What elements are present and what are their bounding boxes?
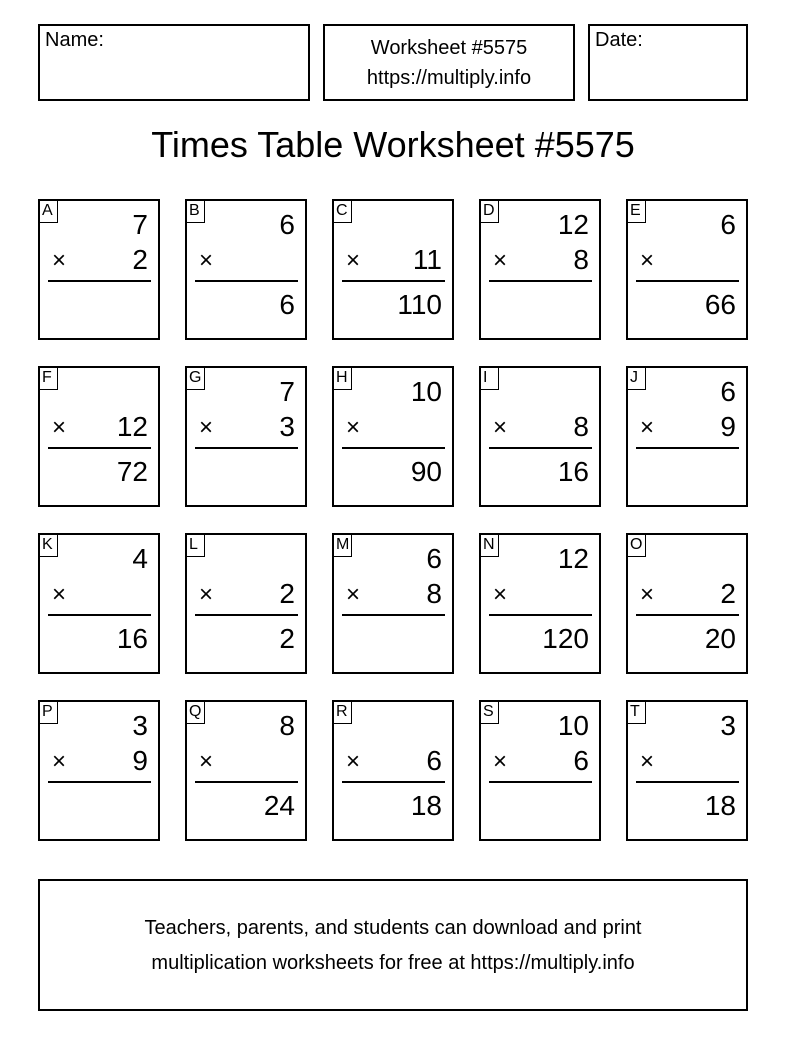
answer-number: 110: [397, 289, 442, 320]
worksheet-id-box: [323, 24, 575, 101]
problem-letter: S: [481, 702, 499, 724]
footer-box: [38, 879, 748, 1011]
answer-line: [195, 280, 298, 282]
problem-letter: Q: [187, 702, 205, 724]
problem-card: [38, 700, 160, 841]
answer-line: [48, 614, 151, 616]
answer-number: 20: [704, 623, 736, 654]
problem-letter: C: [334, 201, 352, 223]
answer-line: [48, 447, 151, 449]
problem-card: [626, 199, 748, 340]
times-sign: ×: [199, 748, 214, 775]
problem-card: [38, 199, 160, 340]
answer-number: 16: [116, 623, 148, 654]
problem-card: [38, 533, 160, 674]
problem-card: [185, 700, 307, 841]
answer-line: [636, 781, 739, 783]
problem-letter: N: [481, 535, 499, 557]
problem-letter: B: [187, 201, 205, 223]
problem-card: [626, 700, 748, 841]
footer-line-1: Teachers, parents, and students can download and print: [144, 917, 642, 939]
times-sign: ×: [493, 414, 508, 441]
answer-line: [48, 781, 151, 783]
times-sign: ×: [199, 247, 214, 274]
times-sign: ×: [346, 247, 361, 274]
problem-card: [479, 366, 601, 507]
name-label: Name:: [45, 29, 104, 51]
answer-line: [342, 447, 445, 449]
problem-letter: D: [481, 201, 499, 223]
answer-line: [342, 614, 445, 616]
answer-line: [489, 781, 592, 783]
answer-number: 24: [263, 790, 295, 821]
answer-line: [342, 280, 445, 282]
top-number: 6: [720, 376, 736, 407]
problem-letter: O: [628, 535, 646, 557]
top-number: 3: [720, 710, 736, 741]
problem-card: [185, 533, 307, 674]
answer-line: [636, 447, 739, 449]
problem-letter: F: [40, 368, 58, 390]
problem-letter: L: [187, 535, 205, 557]
top-number: 8: [279, 710, 295, 741]
multiplier-number: 9: [132, 745, 148, 776]
top-number: 6: [426, 543, 442, 574]
times-sign: ×: [52, 748, 67, 775]
date-label: Date:: [595, 29, 643, 51]
top-number: 12: [557, 209, 589, 240]
times-sign: ×: [640, 247, 655, 274]
answer-line: [195, 447, 298, 449]
problem-card: [479, 533, 601, 674]
times-sign: ×: [346, 414, 361, 441]
multiplier-number: 6: [573, 745, 589, 776]
answer-line: [48, 280, 151, 282]
problem-card: [479, 199, 601, 340]
multiplier-number: 8: [573, 411, 589, 442]
problem-letter: I: [481, 368, 499, 390]
times-sign: ×: [199, 581, 214, 608]
answer-line: [489, 280, 592, 282]
top-number: 6: [279, 209, 295, 240]
top-number: 10: [557, 710, 589, 741]
answer-number: 18: [410, 790, 442, 821]
answer-line: [489, 614, 592, 616]
problem-card: [332, 199, 454, 340]
times-sign: ×: [640, 748, 655, 775]
top-number: 7: [279, 376, 295, 407]
site-url: https://multiply.info: [366, 67, 532, 89]
times-sign: ×: [52, 247, 67, 274]
top-number: 6: [720, 209, 736, 240]
times-sign: ×: [199, 414, 214, 441]
problem-letter: J: [628, 368, 646, 390]
problem-letter: A: [40, 201, 58, 223]
answer-line: [195, 781, 298, 783]
problem-card: [332, 366, 454, 507]
answer-number: 18: [704, 790, 736, 821]
page-title: Times Table Worksheet #5575: [151, 124, 635, 165]
problem-card: [332, 533, 454, 674]
multiplier-number: 3: [279, 411, 295, 442]
problem-card: [38, 366, 160, 507]
answer-line: [195, 614, 298, 616]
times-sign: ×: [493, 247, 508, 274]
multiplier-number: 6: [426, 745, 442, 776]
answer-line: [636, 614, 739, 616]
problem-letter: G: [187, 368, 205, 390]
multiplier-number: 8: [573, 244, 589, 275]
times-sign: ×: [640, 414, 655, 441]
times-sign: ×: [640, 581, 655, 608]
top-number: 12: [557, 543, 589, 574]
top-number: 3: [132, 710, 148, 741]
answer-number: 66: [704, 289, 736, 320]
times-sign: ×: [493, 581, 508, 608]
answer-number: 120: [542, 623, 589, 654]
problem-card: [332, 700, 454, 841]
name-box[interactable]: [38, 24, 310, 101]
multiplier-number: 8: [426, 578, 442, 609]
problem-letter: H: [334, 368, 352, 390]
answer-number: 16: [557, 456, 589, 487]
problem-letter: T: [628, 702, 646, 724]
multiplier-number: 9: [720, 411, 736, 442]
problem-letter: P: [40, 702, 58, 724]
problem-letter: K: [40, 535, 58, 557]
answer-number: 72: [116, 456, 148, 487]
answer-line: [489, 447, 592, 449]
problem-card: [185, 366, 307, 507]
problem-card: [185, 199, 307, 340]
multiplier-number: 11: [412, 244, 442, 275]
multiplier-number: 12: [116, 411, 148, 442]
footer-line-2: multiplication worksheets for free at https://multiply.info: [151, 952, 635, 974]
answer-number: 90: [410, 456, 442, 487]
problem-letter: M: [334, 535, 352, 557]
top-number: 4: [132, 543, 148, 574]
top-number: 10: [410, 376, 442, 407]
top-number: 7: [132, 209, 148, 240]
answer-line: [636, 280, 739, 282]
times-sign: ×: [346, 748, 361, 775]
answer-number: 2: [279, 623, 295, 654]
problem-card: [626, 366, 748, 507]
times-sign: ×: [52, 414, 67, 441]
multiplier-number: 2: [279, 578, 295, 609]
multiplier-number: 2: [720, 578, 736, 609]
answer-number: 6: [279, 289, 295, 320]
problem-letter: R: [334, 702, 352, 724]
problem-letter: E: [628, 201, 646, 223]
times-sign: ×: [346, 581, 361, 608]
times-sign: ×: [493, 748, 508, 775]
answer-line: [342, 781, 445, 783]
worksheet-number: Worksheet #5575: [370, 37, 528, 59]
multiplier-number: 2: [132, 244, 148, 275]
times-sign: ×: [52, 581, 67, 608]
problem-card: [479, 700, 601, 841]
date-box[interactable]: [588, 24, 748, 101]
problem-card: [626, 533, 748, 674]
